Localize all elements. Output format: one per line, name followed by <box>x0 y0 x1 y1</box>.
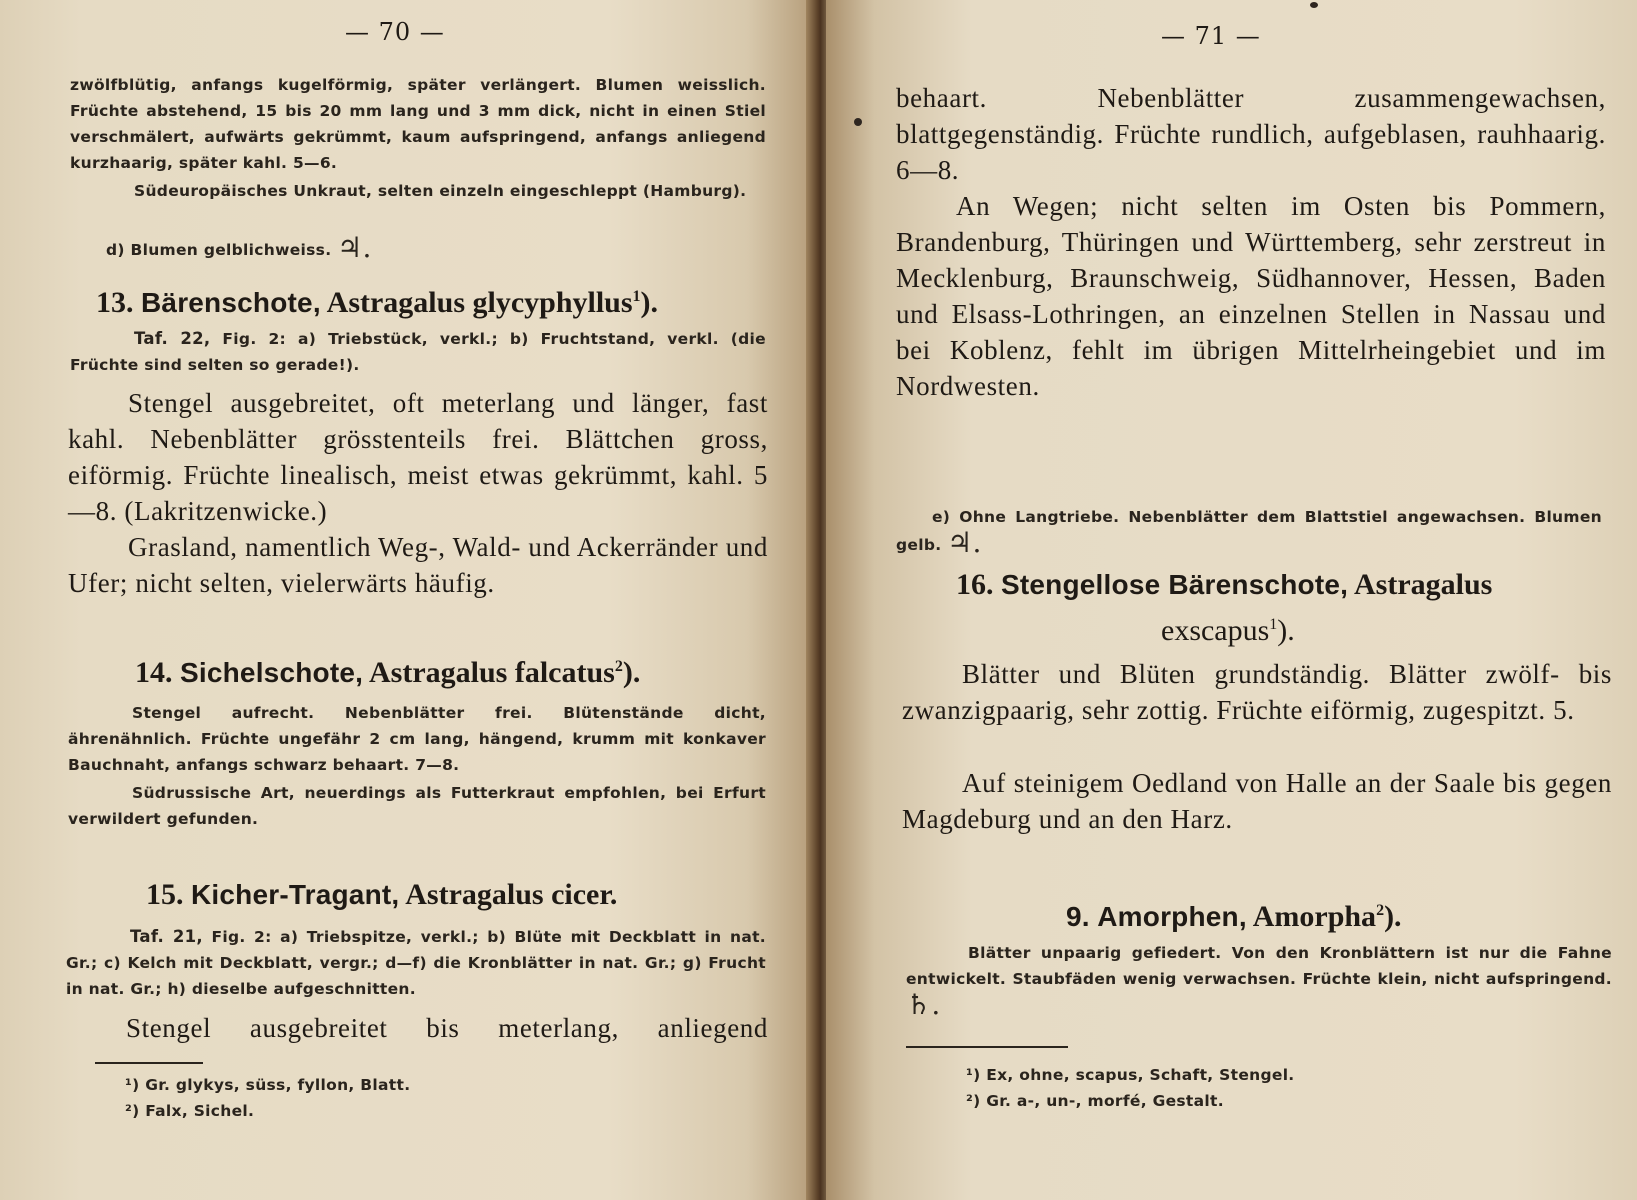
species-number: 16. <box>956 568 994 601</box>
genus-9-description <box>906 940 1612 1020</box>
genus-latin-name: Amorpha <box>1252 900 1377 933</box>
species-13-habitat: Grasland, namentlich Weg-, Wald- und Ackerränder und Ufer; nicht selten, vielerwärts häufig. <box>68 532 768 598</box>
footnote-rule <box>95 1062 203 1064</box>
intro-distribution: Südeuropäisches Unkraut, selten einzeln eingeschleppt (Hamburg). <box>134 182 747 200</box>
heading-closing: ). <box>1384 900 1402 933</box>
species-heading-16-line-2 <box>1161 606 1295 650</box>
group-d-text: d) Blumen gelblichweiss. <box>106 241 332 259</box>
species-number: 14. <box>135 656 173 689</box>
footnote-1 <box>125 1072 410 1098</box>
group-e-label <box>896 504 1602 558</box>
left-page <box>0 0 812 1200</box>
footnote-ref: 1 <box>632 288 641 305</box>
species-number: 15. <box>146 878 184 911</box>
footnote-mark: ²) <box>125 1102 140 1120</box>
page-number: — 71 — <box>1161 22 1261 50</box>
footnote-ref: 1 <box>1269 616 1278 633</box>
genus-number: 9. <box>1066 901 1090 932</box>
perennial-symbol-icon: ♃. <box>947 526 982 559</box>
footnote-text: Ex, ohne, scapus, Schaft, Stengel. <box>986 1066 1295 1084</box>
plate-text: Fig. 2: a) Triebstück, verkl.; b) Fruchtstand, verkl. (die Früchte sind selten so gerade!). <box>70 330 766 374</box>
genus-description-text: Blätter unpaarig gefiedert. Von den Kronblättern ist nur die Fahne entwickelt. Staubfäden wenig verwachsen. Früchte klein, nicht aufspringend. <box>906 944 1612 988</box>
plate-label: Taf. 21, <box>130 927 203 946</box>
species-heading-13 <box>96 278 658 322</box>
footnote-2 <box>125 1098 254 1124</box>
species-15-habitat: An Wegen; nicht selten im Osten bis Pommern, Brandenburg, Thüringen und Württemberg, sehr zerstreut in Mecklenburg, Braunschweig, Südhannover, Hessen, Baden und Elsass-Lothringen, an einzelnen Stellen in Nassau und bei Koblenz, fehlt im übrigen Mittelrheingebiet und im Nordwesten. <box>896 191 1606 401</box>
genus-heading-9 <box>1066 892 1402 936</box>
species-latin-name: Astragalus falcatus <box>368 656 615 689</box>
footnote-2 <box>966 1088 1224 1114</box>
heading-closing: ). <box>622 656 641 689</box>
footnote-1 <box>966 1062 1295 1088</box>
species-latin-name: Astragalus <box>1354 568 1493 601</box>
plate-label: Taf. 22, <box>134 329 211 348</box>
plate-reference-13 <box>70 326 766 378</box>
right-page <box>826 0 1637 1200</box>
plate-text: Fig. 2: a) Triebspitze, verkl.; b) Blüte mit Deckblatt in nat. Gr.; c) Kelch mit Deckblatt, vergr.; d—f) die Kronblätter in nat. Gr.; g) Frucht in nat. Gr.; h) dieselbe aufgeschnitten. <box>66 928 766 998</box>
footnote-text: Gr. a-, un-, morfé, Gestalt. <box>986 1092 1224 1110</box>
paper-speck <box>854 118 862 126</box>
species-heading-15 <box>146 876 617 914</box>
genus-german-name: Amorphen, <box>1097 901 1247 932</box>
footnote-ref: 2 <box>1376 902 1385 919</box>
species-german-name: Bärenschote, <box>141 287 321 318</box>
heading-closing: ). <box>640 286 659 319</box>
group-e-text: e) Ohne Langtriebe. Nebenblätter dem Blattstiel angewachsen. Blumen gelb. <box>896 508 1602 554</box>
footnote-text: Falx, Sichel. <box>145 1102 255 1120</box>
species-latin-name-2: exscapus <box>1161 614 1270 647</box>
species-german-name: Kicher-Tragant, <box>191 879 400 910</box>
footnote-text: Gr. glykys, süss, fyllon, Blatt. <box>145 1076 411 1094</box>
perennial-symbol-icon: ♃. <box>337 231 372 264</box>
species-16-habitat: Auf steinigem Oedland von Halle an der Saale bis gegen Magdeburg und an den Harz. <box>902 768 1612 834</box>
species-14-description: Stengel aufrecht. Nebenblätter frei. Blütenstände dicht, ährenähnlich. Früchte ungefähr 2 cm lang, hängend, krumm mit konkaver Bauchnaht, anfangs schwarz behaart. 7—8. <box>68 704 766 774</box>
footnote-rule <box>906 1046 1068 1048</box>
species-heading-14 <box>135 648 640 692</box>
species-15-description-start: Stengel ausgebreitet bis meterlang, anliegend <box>126 1013 768 1043</box>
shrub-symbol-icon: ♄. <box>906 988 941 1021</box>
heading-closing: ). <box>1277 614 1295 647</box>
species-heading-16 <box>956 566 1492 604</box>
species-latin-name: Astragalus cicer. <box>405 878 618 911</box>
species-german-name: Stengellose Bärenschote, <box>1001 569 1349 600</box>
group-d-label <box>106 231 372 264</box>
paper-speck <box>1310 2 1318 8</box>
footnote-mark: ²) <box>966 1092 981 1110</box>
footnote-ref: 2 <box>614 658 623 675</box>
page-number: — 70 — <box>345 18 445 46</box>
intro-description: zwölfblütig, anfangs kugelförmig, später verlängert. Blumen weisslich. Früchte abstehend, 15 bis 20 mm lang und 3 mm dick, nicht in einen Stiel verschmälert, aufwärts gekrümmt, kaum aufspringend, anfangs anliegend kurzhaarig, später kahl. 5—6. <box>70 76 766 172</box>
footnote-mark: ¹) <box>125 1076 140 1094</box>
species-14-distribution: Südrussische Art, neuerdings als Futterkraut empfohlen, bei Erfurt verwildert gefunden. <box>68 784 766 828</box>
species-german-name: Sichelschote, <box>180 657 364 688</box>
species-latin-name: Astragalus glycyphyllus <box>326 286 633 319</box>
species-number: 13. <box>96 286 134 319</box>
plate-reference-15 <box>66 924 766 1002</box>
species-13-description: Stengel ausgebreitet, oft meterlang und länger, fast kahl. Nebenblätter grösstenteils frei. Blättchen gross, eiförmig. Früchte linealisch, meist etwas gekrümmt, kahl. 5—8. (Lakritzenwicke.) <box>68 388 768 526</box>
continuation-text: behaart. Nebenblätter zusammengewachsen, blattgegenständig. Früchte rundlich, aufgeblasen, rauhhaarig. 6—8. <box>896 83 1606 185</box>
footnote-mark: ¹) <box>966 1066 981 1084</box>
species-16-description: Blätter und Blüten grundständig. Blätter zwölf- bis zwanzigpaarig, sehr zottig. Früchte eiförmig, zugespitzt. 5. <box>902 659 1612 725</box>
